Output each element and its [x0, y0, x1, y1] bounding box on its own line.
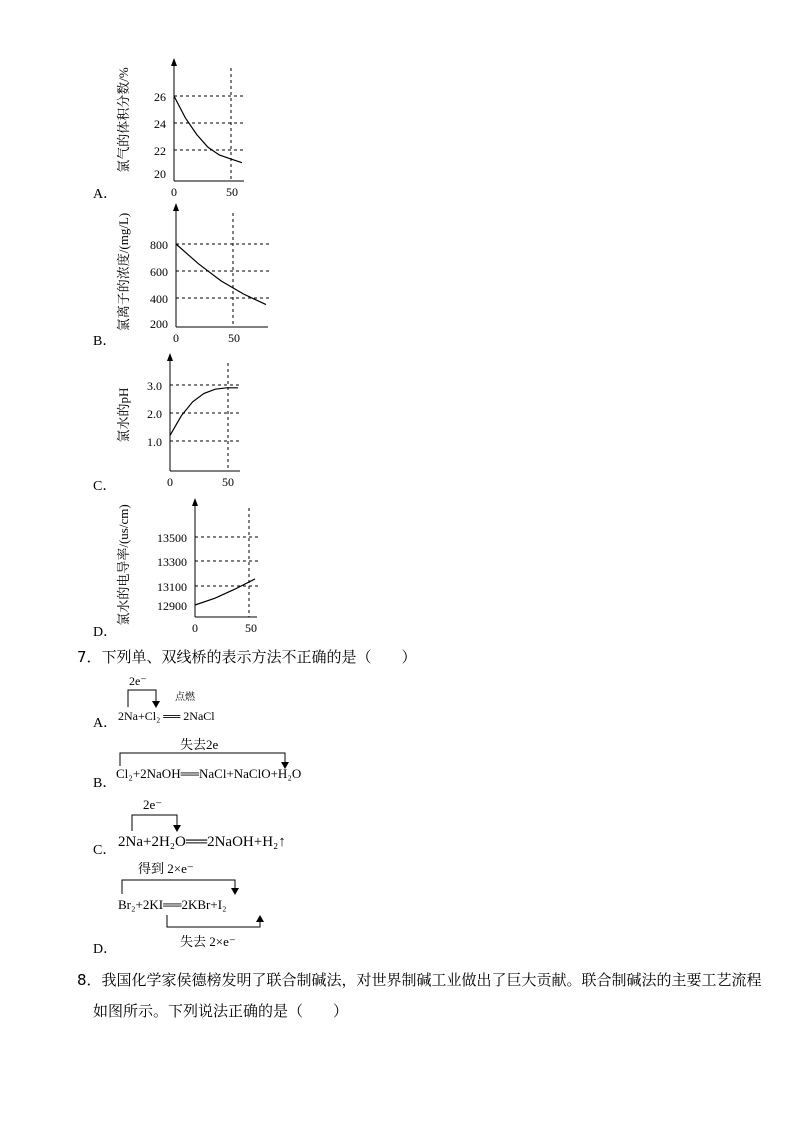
- q7-option-c-label: C．: [93, 843, 117, 858]
- chart-b-y-tick-label: 600: [150, 265, 168, 279]
- q7d-top-text: 得到 2×e⁻: [138, 861, 194, 876]
- chart-a-x-tick-label: 50: [226, 185, 238, 199]
- chart-c-x-tick-label: 0: [167, 475, 173, 489]
- q7c-arrow-head-icon: [173, 825, 181, 832]
- q7a-equation: 2Na+Cl₂ ══ 2NaCl: [118, 709, 215, 723]
- q8-line2: 如图所示。下列说法正确的是（ ）: [93, 1002, 349, 1020]
- chart-d-data-curve: [195, 579, 255, 605]
- q7-option-b-label: B．: [93, 776, 117, 791]
- chart-a-y-tick-label: 20: [154, 167, 166, 181]
- chart-a-y-tick-label: 22: [154, 144, 166, 158]
- chart-d-x-tick-label: 50: [245, 621, 257, 635]
- q7a-bridge-line: [128, 690, 156, 707]
- chart-b-y-axis-label: 氯离子的浓度/(mg/L): [116, 212, 131, 332]
- q7c-electron-text: 2e⁻: [143, 797, 163, 812]
- q7a-condition-text: 点燃: [175, 692, 195, 703]
- chart-c-y-axis-label: 氯水的pH: [116, 387, 131, 443]
- chart-d-y-tick-label: 12900: [157, 599, 187, 613]
- chart-c-x-tick-label: 50: [222, 475, 234, 489]
- chart-b-y-tick-label: 200: [150, 317, 168, 331]
- q7c-equation: 2Na+2H₂O══2NaOH+H₂↑: [118, 834, 286, 850]
- q7d-equation: Br₂+2KI══2KBr+I₂: [118, 897, 227, 912]
- q7-option-c-diagram: [110, 793, 370, 855]
- q8-line1: 8．我国化学家侯德榜发明了联合制碱法，对世界制碱工业做出了巨大贡献。联合制碱法的主要工艺流程: [77, 971, 762, 989]
- q7c-bridge-line: [132, 815, 177, 831]
- q7-option-a-diagram: [110, 670, 270, 730]
- chart-a-data-curve: [174, 96, 242, 163]
- chart-b-x-tick-label: 0: [173, 331, 179, 345]
- q7a-electron-text: 2e⁻: [129, 674, 147, 688]
- option-d-label: D．: [93, 625, 118, 640]
- chart-d-y-tick-label: 13100: [157, 580, 187, 594]
- q7d-bottom-bridge-line: [167, 915, 260, 927]
- chart-a-x-tick-label: 0: [171, 185, 177, 199]
- chart-d-y-tick-label: 13300: [157, 555, 187, 569]
- chart-d-y-tick-label: 13500: [157, 531, 187, 545]
- q7d-bottom-text: 失去 2×e⁻: [180, 934, 236, 949]
- chart-c-y-tick-label: 3.0: [147, 379, 162, 393]
- q7-option-d-label: D．: [93, 942, 118, 957]
- chart-c-y-tick-label: 2.0: [147, 407, 162, 421]
- chart-b-data-curve: [176, 244, 266, 305]
- option-a-label: A．: [93, 187, 118, 202]
- option-b-label: B．: [93, 334, 117, 349]
- chart-a-y-arrow-icon: [171, 58, 177, 66]
- chart-d-y-arrow-icon: [192, 498, 198, 506]
- q7a-arrow-head-icon: [152, 701, 160, 708]
- chart-a-y-tick-label: 26: [154, 90, 166, 104]
- q7b-top-text: 失去2e: [180, 737, 219, 752]
- q7d-top-arrow-head-icon: [231, 888, 239, 895]
- q7-option-d-diagram: [110, 858, 310, 953]
- q7-stem: 7．下列单、双线桥的表示方法不正确的是（ ）: [77, 648, 417, 666]
- q7d-bottom-arrow-head-icon: [256, 915, 264, 922]
- chart-b-y-tick-label: 800: [150, 238, 168, 252]
- chart-a-y-axis-label: 氯气的体积分数/%: [116, 67, 131, 173]
- q7b-equation: Cl₂+2NaOH══NaCl+NaClO+H₂O: [116, 766, 302, 781]
- chart-a-y-tick-label: 24: [154, 117, 166, 131]
- q7b-bridge-line: [120, 753, 285, 766]
- chart-b-x-tick-label: 50: [228, 331, 240, 345]
- chart-b-y-arrow-icon: [173, 203, 179, 211]
- q7d-top-bridge-line: [122, 880, 235, 894]
- chart-d-x-tick-label: 0: [192, 621, 198, 635]
- q7-option-b-diagram: [110, 735, 350, 785]
- chart-c-y-arrow-icon: [167, 353, 173, 361]
- option-c-label: C．: [93, 479, 117, 494]
- q7-option-a-label: A．: [93, 716, 118, 731]
- chart-d-y-axis-label: 氯水的电导率/(us/cm): [116, 504, 131, 626]
- chart-c-y-tick-label: 1.0: [147, 435, 162, 449]
- chart-b-y-tick-label: 400: [150, 292, 168, 306]
